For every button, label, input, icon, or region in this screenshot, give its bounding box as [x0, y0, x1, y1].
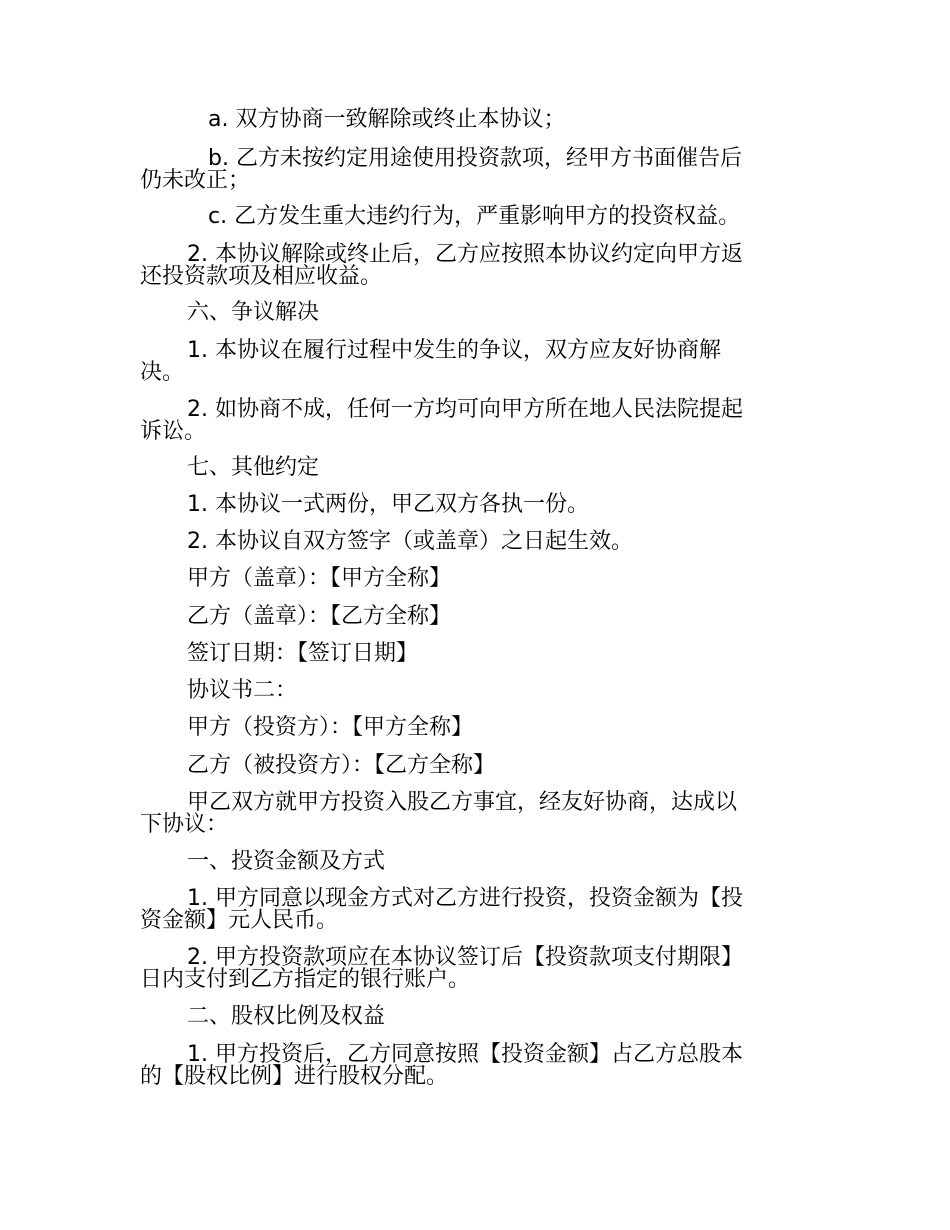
clause-line: 甲乙双方就甲方投资入股乙方事宜，经友好协商，达成以	[187, 790, 738, 815]
investment-clause-1	[140, 888, 820, 932]
section-heading-equity: 二、股权比例及权益	[187, 1004, 386, 1029]
termination-clause-a: a. 双方协商一致解除或终止本协议；	[208, 107, 566, 132]
signing-date-line: 签订日期：【签订日期】	[187, 641, 419, 666]
clause-line: 日内支付到乙方指定的银行账户。	[140, 967, 471, 992]
clause-line: 2. 如协商不成，任何一方均可向甲方所在地人民法院提起	[187, 397, 743, 422]
clause-line: b. 乙方未按约定用途使用投资款项，经甲方书面催告后	[208, 146, 742, 171]
other-clause-2: 2. 本协议自双方签字（或盖章）之日起生效。	[187, 529, 633, 554]
other-clause-1: 1. 本协议一式两份，甲乙双方各执一份。	[187, 492, 589, 517]
section-heading-dispute: 六、争议解决	[187, 300, 320, 325]
equity-clause-1	[140, 1044, 820, 1088]
clause-line: 下协议：	[140, 812, 229, 837]
clause-line: 的【股权比例】进行股权分配。	[140, 1064, 449, 1089]
party-b-investee-line: 乙方（被投资方）：【乙方全称】	[187, 753, 496, 778]
party-a-seal-line: 甲方（盖章）：【甲方全称】	[187, 566, 452, 591]
clause-line: 2. 本协议解除或终止后，乙方应按照本协议约定向甲方返	[187, 242, 743, 267]
clause-line: 2. 甲方投资款项应在本协议签订后【投资款项支付期限】	[187, 945, 743, 970]
clause-line: 仍未改正；	[140, 168, 251, 193]
agreement-preamble	[140, 792, 820, 836]
section-heading-other: 七、其他约定	[187, 455, 320, 480]
termination-clause-b	[140, 148, 820, 192]
termination-clause-c: c. 乙方发生重大违约行为，严重影响甲方的投资权益。	[208, 204, 741, 229]
clause-line: 1. 甲方同意以现金方式对乙方进行投资，投资金额为【投	[187, 886, 743, 911]
party-a-investor-line: 甲方（投资方）：【甲方全称】	[187, 715, 474, 740]
clause-line: 决。	[140, 360, 185, 385]
clause-line: 还投资款项及相应收益。	[140, 264, 383, 289]
clause-line: 1. 本协议在履行过程中发生的争议，双方应友好协商解	[187, 338, 721, 363]
clause-line: 1. 甲方投资后，乙方同意按照【投资金额】占乙方总股本	[187, 1042, 743, 1067]
clause-line: 资金额】元人民币。	[140, 908, 339, 933]
dispute-clause-1	[140, 340, 820, 384]
agreement-two-title: 协议书二：	[187, 678, 298, 703]
party-b-seal-line: 乙方（盖章）：【乙方全称】	[187, 604, 452, 629]
clause-line: 诉讼。	[140, 419, 207, 444]
section-heading-investment: 一、投资金额及方式	[187, 849, 386, 874]
termination-effect-clause	[140, 244, 820, 288]
dispute-clause-2	[140, 399, 820, 443]
investment-clause-2	[140, 947, 820, 991]
